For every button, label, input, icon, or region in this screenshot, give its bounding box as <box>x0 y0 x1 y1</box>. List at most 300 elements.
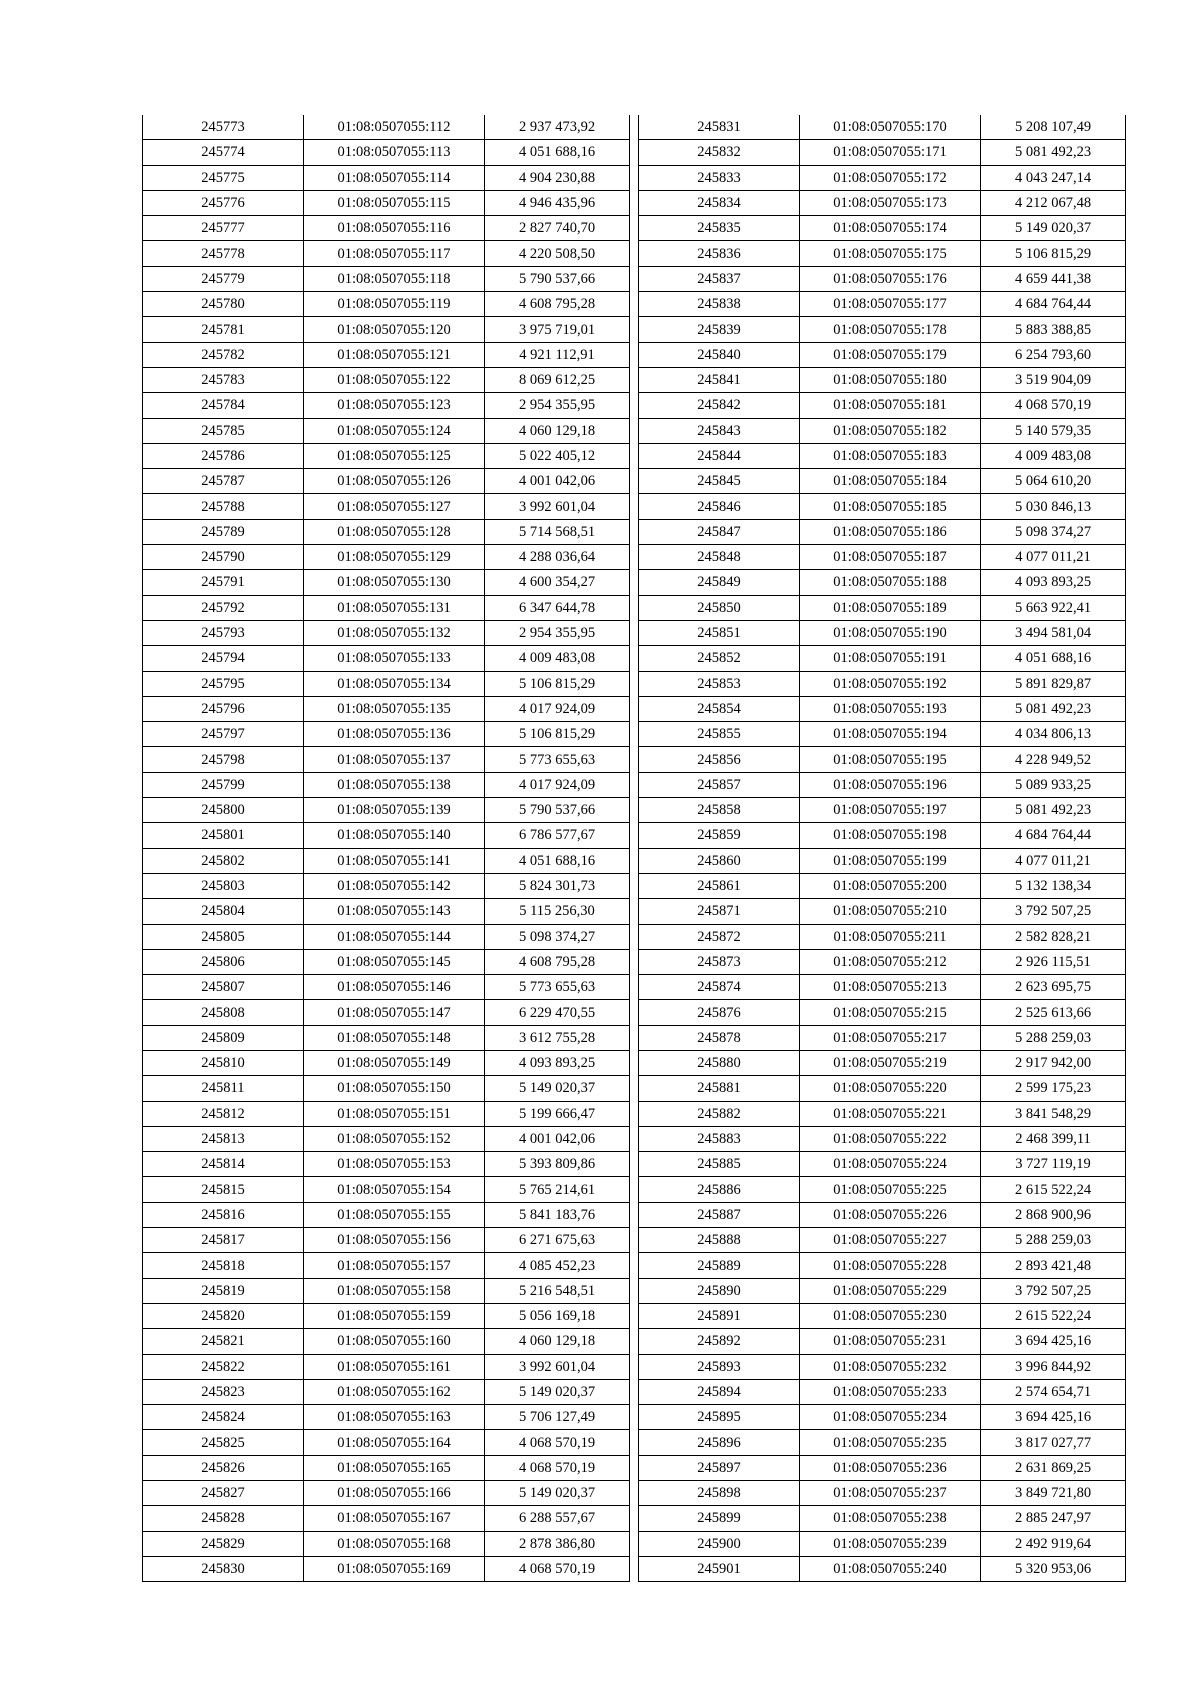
cadastral-number-cell: 01:08:0507055:124 <box>304 418 485 443</box>
cadastral-number-cell: 01:08:0507055:194 <box>800 722 981 747</box>
cadastral-number-cell: 01:08:0507055:117 <box>304 241 485 266</box>
cadastral-number-cell: 01:08:0507055:180 <box>800 367 981 392</box>
row-id-cell: 245846 <box>639 494 800 519</box>
cadastral-number-cell: 01:08:0507055:145 <box>304 949 485 974</box>
table-row <box>143 1278 630 1303</box>
table-row <box>639 772 1126 797</box>
row-id-cell: 245835 <box>639 216 800 241</box>
cadastral-number-cell: 01:08:0507055:149 <box>304 1050 485 1075</box>
value-cell: 5 824 301,73 <box>485 873 630 898</box>
table-row <box>143 367 630 392</box>
right-table <box>638 115 1126 1582</box>
row-id-cell: 245786 <box>143 443 304 468</box>
row-id-cell: 245807 <box>143 975 304 1000</box>
value-cell: 6 786 577,67 <box>485 823 630 848</box>
cadastral-number-cell: 01:08:0507055:169 <box>304 1556 485 1581</box>
row-id-cell: 245832 <box>639 140 800 165</box>
value-cell: 4 034 806,13 <box>981 722 1126 747</box>
value-cell: 4 093 893,25 <box>981 570 1126 595</box>
value-cell: 3 519 904,09 <box>981 367 1126 392</box>
cadastral-number-cell: 01:08:0507055:175 <box>800 241 981 266</box>
row-id-cell: 245849 <box>639 570 800 595</box>
table-row <box>143 873 630 898</box>
table-row <box>143 924 630 949</box>
right-table-body <box>639 115 1126 1582</box>
table-row <box>639 646 1126 671</box>
cadastral-number-cell: 01:08:0507055:168 <box>304 1531 485 1556</box>
row-id-cell: 245871 <box>639 899 800 924</box>
row-id-cell: 245784 <box>143 393 304 418</box>
value-cell: 5 115 256,30 <box>485 899 630 924</box>
table-row <box>143 1405 630 1430</box>
table-row <box>143 115 630 140</box>
value-cell: 2 827 740,70 <box>485 216 630 241</box>
row-id-cell: 245847 <box>639 519 800 544</box>
row-id-cell: 245820 <box>143 1303 304 1328</box>
cadastral-number-cell: 01:08:0507055:153 <box>304 1152 485 1177</box>
table-row <box>639 140 1126 165</box>
row-id-cell: 245803 <box>143 873 304 898</box>
value-cell: 4 001 042,06 <box>485 469 630 494</box>
cadastral-number-cell: 01:08:0507055:226 <box>800 1202 981 1227</box>
value-cell: 4 608 795,28 <box>485 949 630 974</box>
row-id-cell: 245777 <box>143 216 304 241</box>
value-cell: 5 089 933,25 <box>981 772 1126 797</box>
table-row <box>639 823 1126 848</box>
table-row <box>639 1253 1126 1278</box>
cadastral-number-cell: 01:08:0507055:120 <box>304 317 485 342</box>
value-cell: 2 615 522,24 <box>981 1303 1126 1328</box>
cadastral-number-cell: 01:08:0507055:172 <box>800 165 981 190</box>
cadastral-number-cell: 01:08:0507055:239 <box>800 1531 981 1556</box>
cadastral-number-cell: 01:08:0507055:133 <box>304 646 485 671</box>
row-id-cell: 245816 <box>143 1202 304 1227</box>
value-cell: 4 060 129,18 <box>485 1329 630 1354</box>
value-cell: 4 077 011,21 <box>981 848 1126 873</box>
value-cell: 3 996 844,92 <box>981 1354 1126 1379</box>
value-cell: 4 212 067,48 <box>981 190 1126 215</box>
value-cell: 2 937 473,92 <box>485 115 630 140</box>
value-cell: 5 199 666,47 <box>485 1101 630 1126</box>
row-id-cell: 245873 <box>639 949 800 974</box>
table-row <box>639 1278 1126 1303</box>
cadastral-number-cell: 01:08:0507055:146 <box>304 975 485 1000</box>
cadastral-number-cell: 01:08:0507055:116 <box>304 216 485 241</box>
row-id-cell: 245844 <box>639 443 800 468</box>
table-row <box>639 848 1126 873</box>
row-id-cell: 245775 <box>143 165 304 190</box>
value-cell: 3 992 601,04 <box>485 494 630 519</box>
table-row <box>639 1531 1126 1556</box>
cadastral-number-cell: 01:08:0507055:184 <box>800 469 981 494</box>
row-id-cell: 245793 <box>143 620 304 645</box>
value-cell: 2 893 421,48 <box>981 1253 1126 1278</box>
row-id-cell: 245794 <box>143 646 304 671</box>
row-id-cell: 245887 <box>639 1202 800 1227</box>
cadastral-number-cell: 01:08:0507055:114 <box>304 165 485 190</box>
table-row <box>143 722 630 747</box>
table-row <box>639 418 1126 443</box>
value-cell: 5 773 655,63 <box>485 975 630 1000</box>
row-id-cell: 245785 <box>143 418 304 443</box>
row-id-cell: 245893 <box>639 1354 800 1379</box>
row-id-cell: 245886 <box>639 1177 800 1202</box>
row-id-cell: 245831 <box>639 115 800 140</box>
row-id-cell: 245825 <box>143 1430 304 1455</box>
row-id-cell: 245776 <box>143 190 304 215</box>
row-id-cell: 245828 <box>143 1506 304 1531</box>
cadastral-number-cell: 01:08:0507055:176 <box>800 266 981 291</box>
value-cell: 4 077 011,21 <box>981 545 1126 570</box>
cadastral-number-cell: 01:08:0507055:135 <box>304 696 485 721</box>
value-cell: 5 765 214,61 <box>485 1177 630 1202</box>
row-id-cell: 245783 <box>143 367 304 392</box>
value-cell: 6 347 644,78 <box>485 595 630 620</box>
value-cell: 5 891 829,87 <box>981 671 1126 696</box>
left-table-body <box>143 115 630 1582</box>
row-id-cell: 245882 <box>639 1101 800 1126</box>
cadastral-number-cell: 01:08:0507055:121 <box>304 342 485 367</box>
table-row <box>639 671 1126 696</box>
cadastral-number-cell: 01:08:0507055:130 <box>304 570 485 595</box>
value-cell: 2 917 942,00 <box>981 1050 1126 1075</box>
table-row <box>639 975 1126 1000</box>
cadastral-number-cell: 01:08:0507055:147 <box>304 1000 485 1025</box>
cadastral-number-cell: 01:08:0507055:160 <box>304 1329 485 1354</box>
table-row <box>143 1329 630 1354</box>
value-cell: 4 068 570,19 <box>981 393 1126 418</box>
value-cell: 2 615 522,24 <box>981 1177 1126 1202</box>
value-cell: 3 849 721,80 <box>981 1481 1126 1506</box>
cadastral-number-cell: 01:08:0507055:151 <box>304 1101 485 1126</box>
table-row <box>143 342 630 367</box>
table-row <box>143 823 630 848</box>
cadastral-number-cell: 01:08:0507055:235 <box>800 1430 981 1455</box>
table-row <box>143 899 630 924</box>
table-row <box>143 494 630 519</box>
table-row <box>639 292 1126 317</box>
table-row <box>639 216 1126 241</box>
value-cell: 5 208 107,49 <box>981 115 1126 140</box>
table-row <box>639 367 1126 392</box>
value-cell: 2 623 695,75 <box>981 975 1126 1000</box>
cadastral-number-cell: 01:08:0507055:167 <box>304 1506 485 1531</box>
value-cell: 3 992 601,04 <box>485 1354 630 1379</box>
cadastral-number-cell: 01:08:0507055:140 <box>304 823 485 848</box>
row-id-cell: 245795 <box>143 671 304 696</box>
value-cell: 4 017 924,09 <box>485 696 630 721</box>
row-id-cell: 245859 <box>639 823 800 848</box>
cadastral-number-cell: 01:08:0507055:224 <box>800 1152 981 1177</box>
value-cell: 5 663 922,41 <box>981 595 1126 620</box>
row-id-cell: 245822 <box>143 1354 304 1379</box>
cadastral-number-cell: 01:08:0507055:177 <box>800 292 981 317</box>
table-row <box>143 1354 630 1379</box>
row-id-cell: 245889 <box>639 1253 800 1278</box>
cadastral-number-cell: 01:08:0507055:144 <box>304 924 485 949</box>
value-cell: 6 288 557,67 <box>485 1506 630 1531</box>
table-row <box>639 949 1126 974</box>
value-cell: 4 068 570,19 <box>485 1455 630 1480</box>
cadastral-number-cell: 01:08:0507055:231 <box>800 1329 981 1354</box>
row-id-cell: 245845 <box>639 469 800 494</box>
row-id-cell: 245891 <box>639 1303 800 1328</box>
value-cell: 6 229 470,55 <box>485 1000 630 1025</box>
table-row <box>143 292 630 317</box>
table-row <box>143 848 630 873</box>
row-id-cell: 245791 <box>143 570 304 595</box>
row-id-cell: 245851 <box>639 620 800 645</box>
table-row <box>143 747 630 772</box>
row-id-cell: 245797 <box>143 722 304 747</box>
table-row <box>143 595 630 620</box>
row-id-cell: 245779 <box>143 266 304 291</box>
row-id-cell: 245855 <box>639 722 800 747</box>
row-id-cell: 245801 <box>143 823 304 848</box>
table-row <box>143 1152 630 1177</box>
row-id-cell: 245830 <box>143 1556 304 1581</box>
row-id-cell: 245900 <box>639 1531 800 1556</box>
value-cell: 2 954 355,95 <box>485 620 630 645</box>
cadastral-number-cell: 01:08:0507055:237 <box>800 1481 981 1506</box>
value-cell: 5 149 020,37 <box>485 1481 630 1506</box>
table-row <box>639 570 1126 595</box>
row-id-cell: 245834 <box>639 190 800 215</box>
table-row <box>143 1050 630 1075</box>
row-id-cell: 245782 <box>143 342 304 367</box>
cadastral-number-cell: 01:08:0507055:112 <box>304 115 485 140</box>
value-cell: 5 098 374,27 <box>981 519 1126 544</box>
row-id-cell: 245860 <box>639 848 800 873</box>
row-id-cell: 245789 <box>143 519 304 544</box>
table-row <box>143 241 630 266</box>
row-id-cell: 245778 <box>143 241 304 266</box>
cadastral-number-cell: 01:08:0507055:197 <box>800 798 981 823</box>
value-cell: 4 904 230,88 <box>485 165 630 190</box>
value-cell: 3 612 755,28 <box>485 1025 630 1050</box>
cadastral-number-cell: 01:08:0507055:171 <box>800 140 981 165</box>
cadastral-number-cell: 01:08:0507055:200 <box>800 873 981 898</box>
value-cell: 5 149 020,37 <box>485 1379 630 1404</box>
table-row <box>143 1303 630 1328</box>
cadastral-number-cell: 01:08:0507055:113 <box>304 140 485 165</box>
value-cell: 5 081 492,23 <box>981 696 1126 721</box>
value-cell: 5 149 020,37 <box>981 216 1126 241</box>
row-id-cell: 245890 <box>639 1278 800 1303</box>
cadastral-number-cell: 01:08:0507055:119 <box>304 292 485 317</box>
value-cell: 4 921 112,91 <box>485 342 630 367</box>
value-cell: 4 684 764,44 <box>981 292 1126 317</box>
value-cell: 5 106 815,29 <box>485 671 630 696</box>
row-id-cell: 245819 <box>143 1278 304 1303</box>
table-row <box>143 975 630 1000</box>
cadastral-number-cell: 01:08:0507055:236 <box>800 1455 981 1480</box>
row-id-cell: 245885 <box>639 1152 800 1177</box>
row-id-cell: 245897 <box>639 1455 800 1480</box>
cadastral-number-cell: 01:08:0507055:157 <box>304 1253 485 1278</box>
cadastral-number-cell: 01:08:0507055:189 <box>800 595 981 620</box>
row-id-cell: 245843 <box>639 418 800 443</box>
row-id-cell: 245800 <box>143 798 304 823</box>
value-cell: 2 954 355,95 <box>485 393 630 418</box>
cadastral-number-cell: 01:08:0507055:181 <box>800 393 981 418</box>
value-cell: 5 773 655,63 <box>485 747 630 772</box>
value-cell: 3 841 548,29 <box>981 1101 1126 1126</box>
cadastral-number-cell: 01:08:0507055:131 <box>304 595 485 620</box>
cadastral-number-cell: 01:08:0507055:125 <box>304 443 485 468</box>
value-cell: 5 064 610,20 <box>981 469 1126 494</box>
table-row <box>143 443 630 468</box>
row-id-cell: 245792 <box>143 595 304 620</box>
value-cell: 5 140 579,35 <box>981 418 1126 443</box>
table-row <box>639 1379 1126 1404</box>
table-row <box>639 798 1126 823</box>
table-row <box>143 545 630 570</box>
row-id-cell: 245861 <box>639 873 800 898</box>
cadastral-number-cell: 01:08:0507055:142 <box>304 873 485 898</box>
table-row <box>639 1506 1126 1531</box>
row-id-cell: 245805 <box>143 924 304 949</box>
cadastral-number-cell: 01:08:0507055:230 <box>800 1303 981 1328</box>
cadastral-number-cell: 01:08:0507055:141 <box>304 848 485 873</box>
table-row <box>143 1506 630 1531</box>
table-row <box>143 1455 630 1480</box>
value-cell: 3 694 425,16 <box>981 1329 1126 1354</box>
value-cell: 4 093 893,25 <box>485 1050 630 1075</box>
table-row <box>143 646 630 671</box>
value-cell: 3 817 027,77 <box>981 1430 1126 1455</box>
row-id-cell: 245894 <box>639 1379 800 1404</box>
value-cell: 5 106 815,29 <box>485 722 630 747</box>
cadastral-number-cell: 01:08:0507055:173 <box>800 190 981 215</box>
table-row <box>639 1076 1126 1101</box>
cadastral-number-cell: 01:08:0507055:225 <box>800 1177 981 1202</box>
table-row <box>143 1076 630 1101</box>
table-row <box>143 949 630 974</box>
row-id-cell: 245852 <box>639 646 800 671</box>
cadastral-number-cell: 01:08:0507055:118 <box>304 266 485 291</box>
table-row <box>639 443 1126 468</box>
table-row <box>639 1455 1126 1480</box>
value-cell: 4 017 924,09 <box>485 772 630 797</box>
value-cell: 2 582 828,21 <box>981 924 1126 949</box>
cadastral-number-cell: 01:08:0507055:210 <box>800 899 981 924</box>
table-row <box>143 1556 630 1581</box>
table-row <box>143 418 630 443</box>
value-cell: 4 946 435,96 <box>485 190 630 215</box>
row-id-cell: 245829 <box>143 1531 304 1556</box>
value-cell: 6 254 793,60 <box>981 342 1126 367</box>
value-cell: 5 706 127,49 <box>485 1405 630 1430</box>
cadastral-number-cell: 01:08:0507055:115 <box>304 190 485 215</box>
value-cell: 5 883 388,85 <box>981 317 1126 342</box>
row-id-cell: 245815 <box>143 1177 304 1202</box>
cadastral-number-cell: 01:08:0507055:191 <box>800 646 981 671</box>
row-id-cell: 245899 <box>639 1506 800 1531</box>
table-row <box>639 1000 1126 1025</box>
table-row <box>143 570 630 595</box>
table-row <box>639 1303 1126 1328</box>
row-id-cell: 245880 <box>639 1050 800 1075</box>
value-cell: 5 132 138,34 <box>981 873 1126 898</box>
table-row <box>143 798 630 823</box>
row-id-cell: 245836 <box>639 241 800 266</box>
row-id-cell: 245837 <box>639 266 800 291</box>
row-id-cell: 245804 <box>143 899 304 924</box>
value-cell: 4 600 354,27 <box>485 570 630 595</box>
value-cell: 2 525 613,66 <box>981 1000 1126 1025</box>
row-id-cell: 245781 <box>143 317 304 342</box>
cadastral-number-cell: 01:08:0507055:166 <box>304 1481 485 1506</box>
value-cell: 4 228 949,52 <box>981 747 1126 772</box>
row-id-cell: 245842 <box>639 393 800 418</box>
table-row <box>639 1202 1126 1227</box>
value-cell: 4 051 688,16 <box>485 848 630 873</box>
table-row <box>639 1481 1126 1506</box>
row-id-cell: 245812 <box>143 1101 304 1126</box>
value-cell: 3 792 507,25 <box>981 1278 1126 1303</box>
row-id-cell: 245858 <box>639 798 800 823</box>
cadastral-number-cell: 01:08:0507055:219 <box>800 1050 981 1075</box>
row-id-cell: 245841 <box>639 367 800 392</box>
table-row <box>639 342 1126 367</box>
table-row <box>143 1126 630 1151</box>
cadastral-number-cell: 01:08:0507055:195 <box>800 747 981 772</box>
left-table <box>142 115 630 1582</box>
cadastral-number-cell: 01:08:0507055:174 <box>800 216 981 241</box>
value-cell: 5 149 020,37 <box>485 1076 630 1101</box>
value-cell: 2 468 399,11 <box>981 1126 1126 1151</box>
value-cell: 5 081 492,23 <box>981 798 1126 823</box>
row-id-cell: 245810 <box>143 1050 304 1075</box>
cadastral-number-cell: 01:08:0507055:213 <box>800 975 981 1000</box>
table-row <box>143 266 630 291</box>
table-row <box>143 772 630 797</box>
cadastral-number-cell: 01:08:0507055:183 <box>800 443 981 468</box>
row-id-cell: 245780 <box>143 292 304 317</box>
cadastral-number-cell: 01:08:0507055:178 <box>800 317 981 342</box>
row-id-cell: 245876 <box>639 1000 800 1025</box>
row-id-cell: 245774 <box>143 140 304 165</box>
cadastral-number-cell: 01:08:0507055:132 <box>304 620 485 645</box>
value-cell: 2 574 654,71 <box>981 1379 1126 1404</box>
cadastral-number-cell: 01:08:0507055:136 <box>304 722 485 747</box>
value-cell: 3 494 581,04 <box>981 620 1126 645</box>
table-row <box>639 545 1126 570</box>
value-cell: 5 288 259,03 <box>981 1025 1126 1050</box>
value-cell: 4 009 483,08 <box>981 443 1126 468</box>
table-row <box>639 469 1126 494</box>
table-row <box>639 899 1126 924</box>
row-id-cell: 245883 <box>639 1126 800 1151</box>
cadastral-number-cell: 01:08:0507055:158 <box>304 1278 485 1303</box>
table-row <box>639 519 1126 544</box>
cadastral-number-cell: 01:08:0507055:186 <box>800 519 981 544</box>
row-id-cell: 245895 <box>639 1405 800 1430</box>
cadastral-number-cell: 01:08:0507055:155 <box>304 1202 485 1227</box>
table-row <box>143 1481 630 1506</box>
cadastral-number-cell: 01:08:0507055:211 <box>800 924 981 949</box>
cadastral-number-cell: 01:08:0507055:232 <box>800 1354 981 1379</box>
cadastral-number-cell: 01:08:0507055:179 <box>800 342 981 367</box>
cadastral-number-cell: 01:08:0507055:139 <box>304 798 485 823</box>
cadastral-number-cell: 01:08:0507055:221 <box>800 1101 981 1126</box>
table-row <box>143 1000 630 1025</box>
value-cell: 8 069 612,25 <box>485 367 630 392</box>
row-id-cell: 245838 <box>639 292 800 317</box>
table-row <box>639 1101 1126 1126</box>
cadastral-number-cell: 01:08:0507055:227 <box>800 1228 981 1253</box>
